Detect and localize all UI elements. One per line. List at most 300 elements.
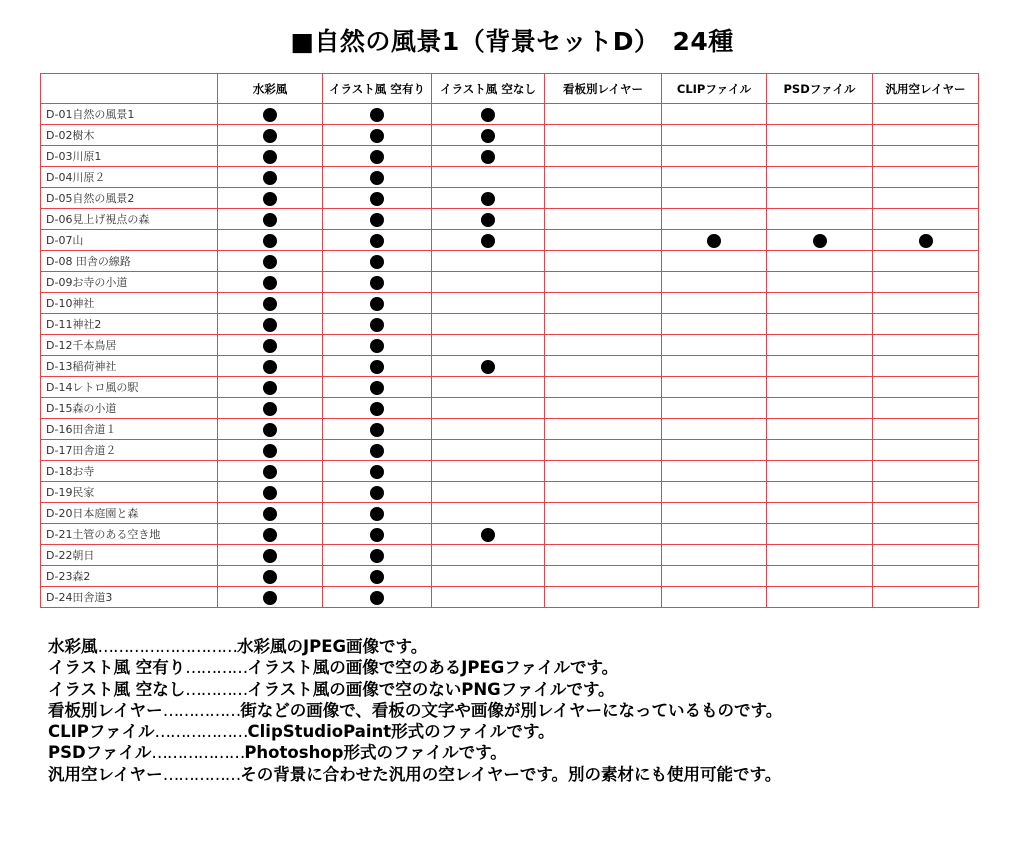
table-cell xyxy=(545,209,662,230)
table-cell xyxy=(873,125,979,146)
table-cell xyxy=(767,377,873,398)
table-row xyxy=(41,314,979,335)
row-label: D-04川原２ xyxy=(41,167,218,188)
table-cell xyxy=(323,209,432,230)
table-cell xyxy=(873,524,979,545)
included-dot-icon xyxy=(370,255,384,269)
table-row xyxy=(41,398,979,419)
table-row xyxy=(41,482,979,503)
table-cell xyxy=(873,314,979,335)
table-row xyxy=(41,419,979,440)
included-dot-icon xyxy=(481,234,495,248)
table-cell xyxy=(323,335,432,356)
table-row xyxy=(41,377,979,398)
legend-row xyxy=(48,721,1008,742)
table-cell xyxy=(767,272,873,293)
legend xyxy=(48,636,1008,785)
table-row xyxy=(41,167,979,188)
column-header: イラスト風 空なし xyxy=(432,74,545,104)
legend-leader: ……………… xyxy=(151,743,245,763)
included-dot-icon xyxy=(370,234,384,248)
table-header-row xyxy=(41,74,979,104)
included-dot-icon xyxy=(370,591,384,605)
included-dot-icon xyxy=(263,402,277,416)
table-cell xyxy=(218,251,323,272)
legend-leader: …………… xyxy=(162,700,241,720)
table-cell xyxy=(662,440,767,461)
included-dot-icon xyxy=(263,486,277,500)
page-title: ■自然の風景1（背景セットD） 24種 xyxy=(290,27,734,56)
included-dot-icon xyxy=(481,150,495,164)
table-cell xyxy=(323,566,432,587)
legend-leader: ………… xyxy=(185,679,248,699)
legend-row xyxy=(48,700,1008,721)
table-cell xyxy=(873,356,979,377)
table-cell xyxy=(662,461,767,482)
column-header: PSDファイル xyxy=(767,74,873,104)
legend-term: CLIPファイル xyxy=(48,722,155,742)
table-cell xyxy=(662,482,767,503)
included-dot-icon xyxy=(263,465,277,479)
column-header xyxy=(41,74,218,104)
legend-description: 水彩風のJPEG画像です。 xyxy=(237,637,428,656)
included-dot-icon xyxy=(370,192,384,206)
row-label: D-21土管のある空き地 xyxy=(41,524,218,545)
table-cell xyxy=(662,566,767,587)
table-cell xyxy=(767,419,873,440)
legend-row xyxy=(48,742,1008,763)
table-cell xyxy=(323,587,432,608)
row-label: D-07山 xyxy=(41,230,218,251)
table-cell xyxy=(218,335,323,356)
included-dot-icon xyxy=(370,570,384,584)
table-cell xyxy=(545,587,662,608)
row-label: D-18お寺 xyxy=(41,461,218,482)
row-label: D-09お寺の小道 xyxy=(41,272,218,293)
included-dot-icon xyxy=(370,423,384,437)
table-cell xyxy=(545,461,662,482)
table-cell xyxy=(662,419,767,440)
table-cell xyxy=(432,335,545,356)
table-cell xyxy=(218,524,323,545)
table-cell xyxy=(323,167,432,188)
included-dot-icon xyxy=(370,465,384,479)
table-cell xyxy=(432,503,545,524)
table-cell xyxy=(662,314,767,335)
table-row xyxy=(41,524,979,545)
included-dot-icon xyxy=(370,381,384,395)
table-row xyxy=(41,251,979,272)
legend-term: イラスト風 空なし xyxy=(48,679,186,699)
table-cell xyxy=(767,209,873,230)
table-row xyxy=(41,146,979,167)
included-dot-icon xyxy=(263,297,277,311)
table-cell xyxy=(218,440,323,461)
table-cell xyxy=(662,167,767,188)
table-cell xyxy=(432,419,545,440)
included-dot-icon xyxy=(263,444,277,458)
legend-term: イラスト風 空有り xyxy=(48,658,186,678)
table-cell xyxy=(873,461,979,482)
table-cell xyxy=(218,293,323,314)
table-row xyxy=(41,293,979,314)
table-cell xyxy=(545,335,662,356)
table-row xyxy=(41,503,979,524)
included-dot-icon xyxy=(263,528,277,542)
row-label: D-23森2 xyxy=(41,566,218,587)
included-dot-icon xyxy=(263,108,277,122)
included-dot-icon xyxy=(263,213,277,227)
row-label: D-15森の小道 xyxy=(41,398,218,419)
row-label: D-16田舎道１ xyxy=(41,419,218,440)
row-label: D-11神社2 xyxy=(41,314,218,335)
included-dot-icon xyxy=(263,507,277,521)
included-dot-icon xyxy=(263,339,277,353)
included-dot-icon xyxy=(481,528,495,542)
table-cell xyxy=(432,587,545,608)
included-dot-icon xyxy=(370,507,384,521)
table-cell xyxy=(767,587,873,608)
table-cell xyxy=(218,125,323,146)
table-cell xyxy=(218,356,323,377)
table-cell xyxy=(323,398,432,419)
table-cell xyxy=(767,335,873,356)
table-cell xyxy=(432,188,545,209)
table-cell xyxy=(545,230,662,251)
table-cell xyxy=(767,167,873,188)
table-cell xyxy=(218,167,323,188)
table-cell xyxy=(873,503,979,524)
table-row xyxy=(41,545,979,566)
table-cell xyxy=(432,146,545,167)
column-header: 汎用空レイヤー xyxy=(873,74,979,104)
table-cell xyxy=(323,188,432,209)
table-cell xyxy=(323,314,432,335)
table-cell xyxy=(545,419,662,440)
table-row xyxy=(41,440,979,461)
legend-row xyxy=(48,636,1008,657)
legend-description: 街などの画像で、看板の文字や画像が別レイヤーになっているものです。 xyxy=(240,700,783,720)
included-dot-icon xyxy=(263,318,277,332)
row-label: D-19民家 xyxy=(41,482,218,503)
included-dot-icon xyxy=(481,360,495,374)
included-dot-icon xyxy=(370,444,384,458)
table-row xyxy=(41,125,979,146)
table-cell xyxy=(432,272,545,293)
table-cell xyxy=(767,125,873,146)
table-cell xyxy=(873,251,979,272)
row-label: D-13稲荷神社 xyxy=(41,356,218,377)
legend-term: 汎用空レイヤー xyxy=(48,764,163,784)
table-cell xyxy=(873,335,979,356)
table-cell xyxy=(873,272,979,293)
table-cell xyxy=(873,566,979,587)
table-cell xyxy=(873,146,979,167)
legend-description: イラスト風の画像で空のないPNGファイルです。 xyxy=(247,679,615,699)
table-row xyxy=(41,272,979,293)
table-cell xyxy=(323,251,432,272)
legend-leader: ……………………… xyxy=(97,637,237,656)
included-dot-icon xyxy=(481,129,495,143)
included-dot-icon xyxy=(370,318,384,332)
table-cell xyxy=(767,188,873,209)
table-cell xyxy=(218,272,323,293)
table-cell xyxy=(432,230,545,251)
legend-leader: ……………… xyxy=(154,722,248,742)
table-cell xyxy=(323,503,432,524)
table-cell xyxy=(432,440,545,461)
row-label: D-10神社 xyxy=(41,293,218,314)
table-cell xyxy=(545,104,662,125)
row-label: D-05自然の風景2 xyxy=(41,188,218,209)
included-dot-icon xyxy=(370,549,384,563)
row-label: D-02樹木 xyxy=(41,125,218,146)
legend-description: Photoshop形式のファイルです。 xyxy=(244,743,507,763)
legend-term: 看板別レイヤー xyxy=(48,700,163,720)
table-cell xyxy=(662,335,767,356)
table-cell xyxy=(218,503,323,524)
table-cell xyxy=(218,377,323,398)
table-cell xyxy=(545,125,662,146)
table-cell xyxy=(662,398,767,419)
table-cell xyxy=(323,419,432,440)
table-cell xyxy=(545,188,662,209)
table-cell xyxy=(767,356,873,377)
table-cell xyxy=(218,398,323,419)
row-label: D-08 田舎の線路 xyxy=(41,251,218,272)
table-cell xyxy=(767,293,873,314)
table-cell xyxy=(662,104,767,125)
row-label: D-14レトロ風の駅 xyxy=(41,377,218,398)
included-dot-icon xyxy=(263,591,277,605)
included-dot-icon xyxy=(707,234,721,248)
table-cell xyxy=(323,272,432,293)
legend-term: PSDファイル xyxy=(48,743,152,763)
included-dot-icon xyxy=(370,339,384,353)
table-cell xyxy=(767,146,873,167)
feature-table xyxy=(40,73,979,608)
table-cell xyxy=(767,251,873,272)
table-cell xyxy=(767,566,873,587)
included-dot-icon xyxy=(370,486,384,500)
table-cell xyxy=(662,209,767,230)
table-cell xyxy=(662,587,767,608)
legend-description: その背景に合わせた汎用の空レイヤーです。別の素材にも使用可能です。 xyxy=(240,764,782,784)
table-cell xyxy=(218,545,323,566)
row-label: D-22朝日 xyxy=(41,545,218,566)
legend-row xyxy=(48,679,1008,700)
table-cell xyxy=(873,104,979,125)
row-label: D-17田舎道２ xyxy=(41,440,218,461)
included-dot-icon xyxy=(919,234,933,248)
table-cell xyxy=(873,167,979,188)
table-cell xyxy=(432,398,545,419)
table-cell xyxy=(873,398,979,419)
table-cell xyxy=(545,377,662,398)
included-dot-icon xyxy=(370,108,384,122)
table-cell xyxy=(767,482,873,503)
table-cell xyxy=(545,482,662,503)
table-cell xyxy=(432,167,545,188)
table-cell xyxy=(545,503,662,524)
table-cell xyxy=(767,461,873,482)
table-cell xyxy=(432,566,545,587)
table-cell xyxy=(662,377,767,398)
row-label: D-03川原1 xyxy=(41,146,218,167)
included-dot-icon xyxy=(263,255,277,269)
table-cell xyxy=(218,419,323,440)
table-row xyxy=(41,230,979,251)
table-cell xyxy=(662,251,767,272)
table-cell xyxy=(323,461,432,482)
table-cell xyxy=(432,545,545,566)
table-cell xyxy=(218,314,323,335)
table-cell xyxy=(323,524,432,545)
table-cell xyxy=(873,482,979,503)
column-header: 水彩風 xyxy=(218,74,323,104)
table-cell xyxy=(545,356,662,377)
table-cell xyxy=(218,146,323,167)
included-dot-icon xyxy=(263,360,277,374)
table-cell xyxy=(218,461,323,482)
row-label: D-01自然の風景1 xyxy=(41,104,218,125)
legend-term: 水彩風 xyxy=(48,637,98,656)
table-cell xyxy=(662,524,767,545)
table-cell xyxy=(873,587,979,608)
table-cell xyxy=(873,209,979,230)
table-cell xyxy=(873,293,979,314)
column-header: CLIPファイル xyxy=(662,74,767,104)
included-dot-icon xyxy=(370,360,384,374)
table-cell xyxy=(545,314,662,335)
table-cell xyxy=(767,545,873,566)
table-cell xyxy=(218,566,323,587)
table-cell xyxy=(873,419,979,440)
table-row xyxy=(41,335,979,356)
table-cell xyxy=(323,356,432,377)
table-cell xyxy=(432,251,545,272)
included-dot-icon xyxy=(370,129,384,143)
table-cell xyxy=(767,104,873,125)
row-label: D-06見上げ視点の森 xyxy=(41,209,218,230)
table-cell xyxy=(323,377,432,398)
table-row xyxy=(41,356,979,377)
table-cell xyxy=(545,524,662,545)
legend-row xyxy=(48,764,1008,785)
table-cell xyxy=(545,566,662,587)
included-dot-icon xyxy=(370,213,384,227)
column-header: イラスト風 空有り xyxy=(323,74,432,104)
included-dot-icon xyxy=(263,171,277,185)
table-cell xyxy=(323,440,432,461)
table-cell xyxy=(767,440,873,461)
table-cell xyxy=(545,440,662,461)
table-cell xyxy=(662,125,767,146)
table-cell xyxy=(767,398,873,419)
table-row xyxy=(41,461,979,482)
table-cell xyxy=(323,125,432,146)
table-cell xyxy=(662,356,767,377)
table-cell xyxy=(545,293,662,314)
table-cell xyxy=(767,524,873,545)
table-row xyxy=(41,209,979,230)
table-cell xyxy=(323,482,432,503)
included-dot-icon xyxy=(263,570,277,584)
legend-description: イラスト風の画像で空のあるJPEGファイルです。 xyxy=(247,658,619,678)
table-body xyxy=(41,104,979,608)
table-cell xyxy=(218,230,323,251)
table-cell xyxy=(873,377,979,398)
table-cell xyxy=(767,230,873,251)
table-cell xyxy=(662,293,767,314)
table-cell xyxy=(767,314,873,335)
table-cell xyxy=(432,209,545,230)
included-dot-icon xyxy=(263,423,277,437)
table-cell xyxy=(432,377,545,398)
table-cell xyxy=(432,461,545,482)
legend-leader: ………… xyxy=(185,658,248,678)
table-cell xyxy=(662,188,767,209)
table-cell xyxy=(545,398,662,419)
table-row xyxy=(41,104,979,125)
table-cell xyxy=(218,587,323,608)
included-dot-icon xyxy=(481,108,495,122)
table-cell xyxy=(432,293,545,314)
table-cell xyxy=(767,503,873,524)
included-dot-icon xyxy=(481,213,495,227)
table-cell xyxy=(662,545,767,566)
table-cell xyxy=(218,188,323,209)
table-cell xyxy=(218,482,323,503)
included-dot-icon xyxy=(263,276,277,290)
included-dot-icon xyxy=(370,297,384,311)
included-dot-icon xyxy=(263,381,277,395)
included-dot-icon xyxy=(263,150,277,164)
table-cell xyxy=(662,146,767,167)
included-dot-icon xyxy=(370,171,384,185)
table-cell xyxy=(545,167,662,188)
table-cell xyxy=(432,125,545,146)
table-cell xyxy=(545,272,662,293)
legend-leader: …………… xyxy=(162,764,241,784)
table-cell xyxy=(662,272,767,293)
table-cell xyxy=(218,104,323,125)
table-row xyxy=(41,566,979,587)
column-header: 看板別レイヤー xyxy=(545,74,662,104)
table-cell xyxy=(873,440,979,461)
table-cell xyxy=(432,104,545,125)
included-dot-icon xyxy=(370,402,384,416)
table-cell xyxy=(432,356,545,377)
included-dot-icon xyxy=(263,192,277,206)
included-dot-icon xyxy=(263,549,277,563)
included-dot-icon xyxy=(370,528,384,542)
included-dot-icon xyxy=(813,234,827,248)
table-cell xyxy=(545,251,662,272)
table-cell xyxy=(432,524,545,545)
table-cell xyxy=(873,545,979,566)
row-label: D-20日本庭園と森 xyxy=(41,503,218,524)
table-cell xyxy=(323,293,432,314)
row-label: D-24田舎道3 xyxy=(41,587,218,608)
table-cell xyxy=(218,209,323,230)
included-dot-icon xyxy=(370,276,384,290)
table-cell xyxy=(662,503,767,524)
legend-row xyxy=(48,657,1008,678)
included-dot-icon xyxy=(263,234,277,248)
table-cell xyxy=(323,545,432,566)
table-row xyxy=(41,587,979,608)
